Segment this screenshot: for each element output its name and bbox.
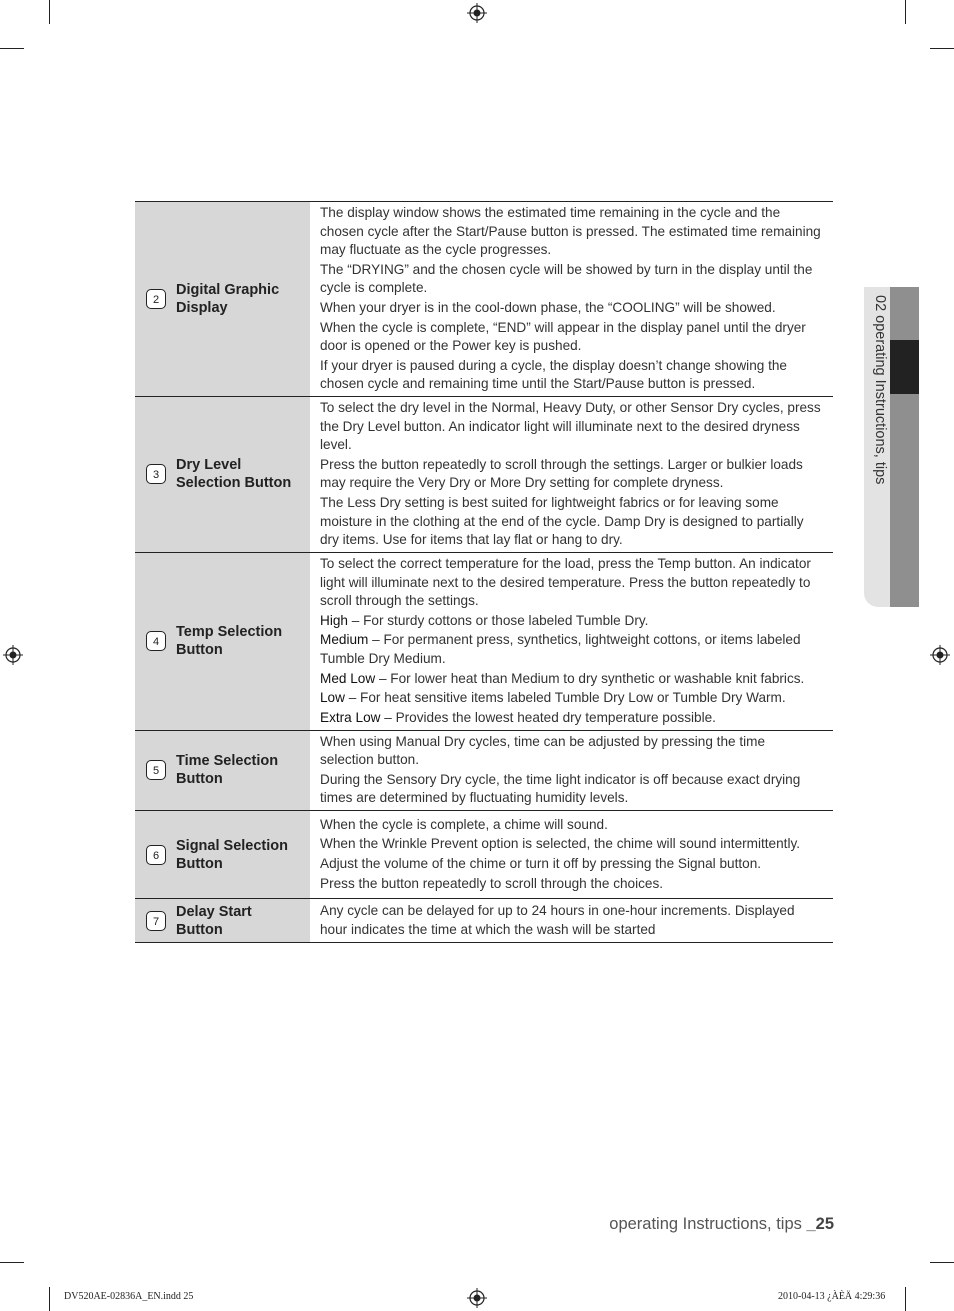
temp-option — [320, 670, 821, 689]
chapter-tab-marker — [890, 340, 919, 394]
temp-option-term: Medium — [320, 632, 369, 648]
row-description-cell — [310, 202, 833, 397]
control-panel-table — [135, 201, 833, 943]
description-paragraph: If your dryer is paused during a cycle, the display doesn’t change showing the chosen cycle and remaining time until the Start/Pause button is pressed. — [320, 357, 787, 392]
temp-option-term: Extra Low — [320, 709, 381, 725]
chapter-tab-bar — [890, 287, 919, 607]
description-paragraph: When the cycle is complete, a chime will sound. — [320, 816, 608, 832]
description-paragraph: Adjust the volume of the chime or turn it off by pressing the Signal button. — [320, 856, 762, 872]
row-description-cell — [310, 811, 833, 899]
item-label: Time Selection Button — [176, 753, 279, 788]
row-label-cell — [135, 730, 310, 810]
temp-option — [320, 709, 821, 728]
description-paragraph: When your dryer is in the cool-down phase, the “COOLING” will be showed. — [320, 299, 776, 315]
temp-option — [320, 612, 821, 631]
crop-mark — [930, 1262, 954, 1263]
item-label: Digital Graphic Display — [176, 281, 280, 316]
print-slug-timestamp: 2010-04-13 ¿ÀÈÄ 4:29:36 — [778, 1291, 886, 1302]
page-footer — [609, 1215, 834, 1234]
temp-option-desc: – Provides the lowest heated dry temperature possible. — [380, 709, 716, 725]
description-paragraph: The display window shows the estimated time remaining in the cycle and the chosen cycle after the Start/Pause button is pressed. The estimated time remaining may fluctuate as the cycle progresses. — [320, 205, 821, 258]
description-paragraph: To select the correct temperature for the load, press the Temp button. An indicator light will illuminate next to the desired temperature. Press the button repeatedly to scroll through the settings. — [320, 556, 811, 609]
row-description-cell — [310, 730, 833, 810]
chapter-tab-label: 02 operating Instructions, tips — [872, 295, 888, 485]
row-label-cell — [135, 899, 310, 943]
item-label: Dry Level Selection Button — [176, 457, 292, 492]
crop-mark — [0, 1262, 24, 1263]
item-number-badge: 6 — [146, 845, 166, 865]
registration-mark-icon — [467, 1288, 487, 1308]
description-paragraph: Any cycle can be delayed for up to 24 hours in one-hour increments. Displayed hour indicates the time at which the wash will be started — [320, 902, 795, 937]
item-number-badge: 7 — [146, 911, 166, 931]
description-paragraph: The Less Dry setting is best suited for lightweight fabrics or for leaving some moisture in the clothing at the end of the cycle. Damp Dry is designed to partially dry items. Use for items that lay flat or hang to dry. — [320, 494, 804, 548]
table-row — [135, 730, 833, 810]
page-number: _25 — [806, 1215, 834, 1233]
footer-section-title: operating Instructions, tips — [609, 1215, 802, 1233]
row-description-cell — [310, 552, 833, 730]
item-label: Temp Selection Button — [176, 624, 283, 659]
description-paragraph: When the cycle is complete, “END” will appear in the display panel until the dryer door is opened or the Power key is pushed. — [320, 319, 806, 354]
item-number-badge: 2 — [146, 289, 166, 309]
crop-mark — [49, 1287, 50, 1311]
description-paragraph: Press the button repeatedly to scroll through the choices. — [320, 875, 664, 891]
crop-mark — [905, 1287, 906, 1311]
description-paragraph: When the Wrinkle Prevent option is selected, the chime will sound intermittently. — [320, 836, 801, 852]
print-slug-file: DV520AE-02836A_EN.indd 25 — [64, 1291, 194, 1302]
table-row — [135, 552, 833, 730]
table-row — [135, 396, 833, 552]
temp-option-desc: – For sturdy cottons or those labeled Tumble Dry. — [347, 612, 649, 628]
description-paragraph: To select the dry level in the Normal, Heavy Duty, or other Sensor Dry cycles, press the Dry Level button. An indicator light will illuminate next to the desired dryness level. — [320, 399, 821, 453]
row-description-cell — [310, 396, 833, 552]
temp-option-desc: – For heat sensitive items labeled Tumble Dry Low or Tumble Dry Warm. — [344, 690, 786, 706]
description-paragraph: During the Sensory Dry cycle, the time light indicator is off because exact drying times are determined by fluctuating humidity levels. — [320, 771, 801, 806]
description-paragraph: When using Manual Dry cycles, time can be adjusted by pressing the time selection button. — [320, 733, 766, 768]
description-paragraph: Press the button repeatedly to scroll through the settings. Larger or bulkier loads may require the Very Dry or More Dry setting for complete dryness. — [320, 456, 803, 491]
item-label: Signal Selection Button — [176, 837, 288, 872]
crop-mark — [49, 0, 50, 24]
table-row — [135, 811, 833, 899]
registration-mark-icon — [3, 645, 23, 665]
crop-mark — [0, 48, 24, 49]
table-row — [135, 202, 833, 397]
table-row — [135, 899, 833, 943]
registration-mark-icon — [930, 645, 950, 665]
row-label-cell — [135, 202, 310, 397]
item-number-badge: 4 — [146, 631, 166, 651]
row-description-cell — [310, 899, 833, 943]
temp-option — [320, 689, 821, 708]
temp-option — [320, 631, 821, 668]
registration-mark-icon — [467, 3, 487, 23]
row-label-cell — [135, 811, 310, 899]
crop-mark — [930, 48, 954, 49]
crop-mark — [905, 0, 906, 24]
temp-option-desc: – For permanent press, synthetics, lightweight cottons, or items labeled Tumble Dry Medium. — [320, 632, 801, 666]
item-number-badge: 5 — [146, 760, 166, 780]
temp-option-term: Low — [320, 690, 345, 706]
row-label-cell — [135, 396, 310, 552]
row-label-cell — [135, 552, 310, 730]
item-number-badge: 3 — [146, 464, 166, 484]
item-label: Delay Start Button — [176, 903, 252, 938]
description-paragraph: The “DRYING” and the chosen cycle will be showed by turn in the display until the cycle is complete. — [320, 261, 813, 296]
temp-option-term: High — [320, 612, 348, 628]
temp-option-term: Med Low — [320, 670, 376, 686]
temp-option-desc: – For lower heat than Medium to dry synthetic or washable knit fabrics. — [375, 670, 805, 686]
